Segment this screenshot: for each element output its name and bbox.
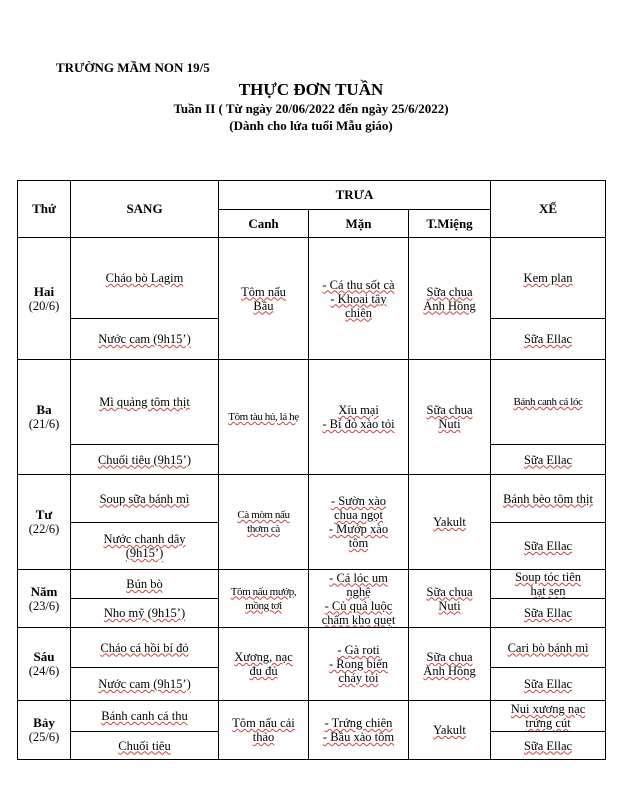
man-cell-line: tôm [348,536,369,550]
xe-main [491,360,606,445]
tmieng-cell-line: Nuti [438,598,461,613]
man-cell [309,475,409,570]
xe-snack-line: Sữa Ellac [523,738,573,753]
man-cell-line: - Khoai tây [330,291,387,306]
sang-snack [71,319,219,360]
xe-main [491,628,606,668]
day-cell [18,475,71,570]
tmieng-cell-line: Sữa chua [426,403,473,417]
man-cell-line: - Gà roti [337,643,380,657]
xe-main-line: Soup tóc tiên [515,570,582,584]
day-date: (22/6) [28,522,60,536]
xe-snack-line: Sữa Ellac [523,332,573,346]
man-cell [309,238,409,360]
tmieng-cell [409,238,491,360]
man-cell-line: nghệ [346,584,371,599]
day-name: Ba [36,402,52,417]
canh-cell-line: Cà mòm nấu [237,509,290,521]
school-name: TRƯỜNG MẦM NON 19/5 [56,60,210,75]
canh-cell-line: Tôm nấu cải [232,716,295,730]
man-cell-line: cháy tỏi [338,671,379,685]
page-title: THỰC ĐƠN TUẦN [238,80,384,99]
day-cell [18,238,71,360]
day-cell [18,628,71,701]
xe-main-line: Cari bò bánh mì [507,640,589,655]
tmieng-cell [409,475,491,570]
day-name: Hai [33,283,55,299]
canh-cell [219,360,309,475]
man-cell-line: chiên [344,305,373,320]
day-date: (24/6) [28,664,60,678]
man-cell-line: - Rong biển [328,657,389,671]
xe-main-line: hạt sen [530,584,566,598]
day-row-5 [18,628,606,668]
tmieng-cell [409,570,491,628]
xe-snack [491,732,606,760]
man-cell [309,628,409,701]
canh-cell-line: Tôm nấu [241,284,286,299]
week-range: Tuần II ( Từ ngày 20/06/2022 đến ngày 25/6/2022) [173,101,449,116]
day-date: (21/6) [28,417,60,431]
header-xe: XẾ [491,181,606,238]
header-trua: TRƯA [219,181,491,210]
canh-cell [219,701,309,760]
header-canh: Canh [219,210,309,238]
day-row-1 [18,238,606,319]
man-cell-line: - Bầu xào tôm [322,730,395,744]
day-date: (25/6) [28,730,60,744]
canh-cell-line: Xương, nạc [234,650,293,664]
sang-main-line: Cháo bò Lagim [105,271,184,285]
sang-snack [71,668,219,701]
weekly-menu-table [17,180,606,760]
tmieng-cell [409,360,491,475]
sang-snack [71,599,219,628]
man-cell-line: chấm kho quẹt [321,612,396,627]
xe-main [491,570,606,599]
xe-snack [491,319,606,360]
man-cell-line: - Củ quả luộc [324,598,393,613]
sang-snack-line: (9h15’) [125,546,164,560]
sang-main [71,570,219,599]
canh-cell-line: mồng tơi [245,599,282,612]
sang-main-line: Bánh canh cá thu [101,709,188,723]
xe-snack [491,523,606,570]
xe-main-line: trứng cút [525,716,571,730]
man-cell-line: - Cá lóc um [329,570,388,585]
day-name: Tư [35,507,53,522]
canh-cell [219,475,309,570]
xe-snack-line: Sữa Ellac [523,606,573,620]
xe-snack-line: Sữa Ellac [523,452,573,467]
canh-cell [219,570,309,628]
man-cell [309,570,409,628]
xe-main [491,475,606,523]
xe-main-line: Bánh canh cá lóc [513,396,583,408]
tmieng-cell-line: Sữa chua [426,284,473,299]
canh-cell [219,238,309,360]
day-name: Bảy [33,715,55,730]
header-sang: SANG [71,181,219,238]
tmieng-cell-line: Anh Hồng [423,298,476,313]
sang-snack [71,523,219,570]
sang-main [71,701,219,732]
sang-snack-line: Nước cam (9h15’) [98,677,191,691]
xe-main [491,238,606,319]
sang-main [71,475,219,523]
sang-snack-line: Nước cam (9h15’) [98,332,191,346]
day-name: Năm [30,583,58,599]
man-cell-line: - Cá thu sốt cà [322,277,395,292]
canh-cell [219,628,309,701]
man-cell [309,360,409,475]
man-cell-line: - Mướp xào [328,522,389,536]
xe-snack [491,599,606,628]
xe-main [491,701,606,732]
canh-cell-line: thảo [252,730,275,744]
tmieng-cell-line: Anh Hồng [423,664,476,678]
sang-snack [71,445,219,475]
sang-main-line: Soup sữa bánh mì [99,491,190,506]
tmieng-cell [409,628,491,701]
sang-main-line: Bún bò [126,577,163,591]
day-date: (23/6) [28,598,60,613]
man-cell-line: - Sườn xào [330,494,387,508]
xe-main-line: Kem plan [523,271,573,285]
man-cell-line: Xíu mại [338,403,379,417]
sang-main-line: Mì quảng tôm thịt [99,395,190,409]
sang-main [71,238,219,319]
tmieng-cell-line: Sữa chua [426,650,473,664]
sang-snack-line: Nho mỹ (9h15’) [103,606,186,620]
tmieng-cell [409,701,491,760]
day-row-4 [18,570,606,599]
day-cell [18,570,71,628]
sang-main [71,360,219,445]
day-row-3 [18,475,606,523]
age-group: (Dành cho lứa tuổi Mẫu giáo) [229,118,393,133]
sang-snack [71,732,219,760]
canh-cell-line: thơm cà [247,523,280,535]
sang-snack-line: Chuối tiêu (9h15’) [97,452,192,467]
sang-snack-line: Chuối tiêu [118,738,171,753]
day-name: Sáu [33,649,55,664]
canh-cell-line: đu đủ [249,664,278,678]
xe-snack-line: Sữa Ellac [523,539,573,553]
day-row-6 [18,701,606,732]
header-thu: Thứ [18,181,71,238]
tmieng-cell-line: Yakult [433,515,466,529]
man-cell-line: - Trứng chiên [324,716,393,730]
man-cell-line: - Bí đỏ xào tỏi [322,417,395,431]
xe-snack [491,668,606,701]
tmieng-cell-line: Sữa chua [426,584,473,599]
day-row-2 [18,360,606,445]
day-date: (20/6) [28,298,60,313]
tmieng-cell-line: Nuti [438,417,461,431]
man-cell-line: chua ngọt [334,508,383,522]
man-cell [309,701,409,760]
tmieng-cell-line: Yakult [433,723,466,737]
header-man: Mặn [309,210,409,238]
sang-main [71,628,219,668]
sang-snack-line: Nước chanh dây [103,532,186,546]
day-cell [18,360,71,475]
canh-cell-line: Tôm tàu hủ, lá hẹ [228,411,299,423]
header-tmieng: T.Miệng [409,210,491,238]
xe-snack-line: Sữa Ellac [523,677,573,691]
canh-cell-line: Tôm nấu mướp, [230,585,297,598]
day-cell [18,701,71,760]
sang-main-line: Cháo cá hồi bí đỏ [100,640,189,655]
xe-main-line: Nui xương nạc [510,702,586,716]
xe-main-line: Bánh bèo tôm thịt [503,491,593,506]
canh-cell-line: Bầu [253,298,274,313]
xe-snack [491,445,606,475]
